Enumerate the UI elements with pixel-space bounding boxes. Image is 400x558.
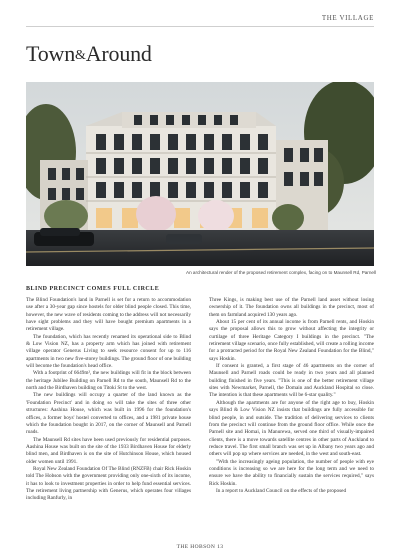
paragraph: Although the apartments are for anyone of the right age to buy, Hoskin says Blind & Low Vision NZ insists that buildings are fully accessible for blind people, in and outside. The tradition of delivering services to clients from the precinct will continue from the ground floor office. While once the Parnell site and Homai, in Manurewa, served one third of visually-impaired clients, there is a move towards satellite centres in other parts of Auckland to reduce travel. The first small branch was set up in Albany two years ago and others will pop up where services are needed, in the west and south-east.: [209, 399, 374, 458]
title-main: Town: [26, 41, 75, 66]
paragraph: Royal New Zealand Foundation Of The Blind (RNZFB) chair Rick Hoskin told The Hobson with the government providing only one-sixth of its income, it has to look to investment properties in order to help fund essential services. The retirement living partnership with Generus, which operates four villages including Ranfurly, in: [26, 465, 191, 502]
paragraph: The new buildings will occupy a quarter of the land known as the 'Foundation Precinct' and in doing so will take the sites of three other structures: Aashina House, which was built in 1996 for the foundation's offices, a former boys' hostel converted to offices, and a 1981 private house which the foundation bought in 2017, on the corner of Maunsell and Parnell roads.: [26, 392, 191, 436]
paragraph: Three Kings, is making best use of the Parnell land asset without losing ownership of it. The foundation owns all buildings in the precinct, most of them on farmland acquired 130 years ago.: [209, 297, 374, 318]
blossom-tree-2: [198, 200, 234, 232]
article-column-right: [209, 297, 374, 533]
article-column-left: [26, 297, 191, 533]
paragraph: The Maunsell Rd sites have been used previously for residential purposes. Aashina House was built on the site of the 1933 Birdhaven House for elderly blind men, and Birdhaven is on the site of Hutchinson House, which housed older women until 1991.: [26, 436, 191, 465]
section-label: THE VILLAGE: [321, 14, 374, 22]
paragraph: The foundation, which has recently renamed its operational side to Blind & Low Vision NZ, has a property arm which has joined with retirement village operator Generus Living to seek resource consent for up to 116 apartments in two new five-storey buildings. The ground floor of one building will become the foundation's head office.: [26, 333, 191, 370]
title-rest: Around: [85, 41, 152, 66]
header-rule: [26, 26, 374, 27]
paragraph: With a footprint of 6649m², the new buildings will fit in the block between the heritage Jubilee Building on Parnell Rd to the south, Maunsell Rd to the north and the Birdhaven building on Titoki St to the west.: [26, 370, 191, 392]
render-illustration: [26, 82, 374, 266]
architectural-render-photo: [26, 82, 374, 266]
page-title: [26, 41, 152, 67]
title-ampersand: &: [75, 48, 86, 63]
paragraph: If consent is granted, a first stage of 46 apartments on the corner of Maunsell and Parnell roads could be ready in two years and all planned building finished in five years. "This is one of the better retirement village sites with Newmarket, Parnell, the Domain and Auckland Hospital so close. The intention is that these apartments will be 6-star quality.": [209, 363, 374, 399]
paragraph: The Blind Foundation's land in Parnell is set for a return to accommodation use after a 30-year gap since hostels for older blind people closed. This time, however, the new wave of residents coming to the address will not necessarily have sight problems and they will have bought premium apartments in a retirement village.: [26, 297, 191, 333]
paragraph: About 15 per cent of its annual income is from Parnell rents, and Hoskin says the proposal allows this to grow without affecting the integrity or curtilage of three Heritage Category I buildings in the precinct. "The retirement village scenario, once fully established, will create a rolling income for a protracted period for the Royal New Zealand Foundation for the Blind," says Hoskin.: [209, 319, 374, 362]
car-right: [166, 234, 202, 244]
blossom-tree-1: [136, 196, 176, 232]
page-footer: THE HOBSON 13: [176, 544, 224, 550]
article-headline: BLIND PRECINCT COMES FULL CIRCLE: [26, 286, 160, 292]
paragraph: "With the increasingly ageing population, the number of people with eye conditions is increasing so we are here for the long term and we need to ensure we have the ability to financially sustain the services required," says Rick Hoskin.: [209, 458, 374, 487]
paragraph: In a report to Auckland Council on the effects of the proposed: [216, 487, 347, 494]
photo-caption: An architectural render of the proposed retirement complex, facing on to Maunsell Rd, Parnell: [186, 270, 376, 275]
